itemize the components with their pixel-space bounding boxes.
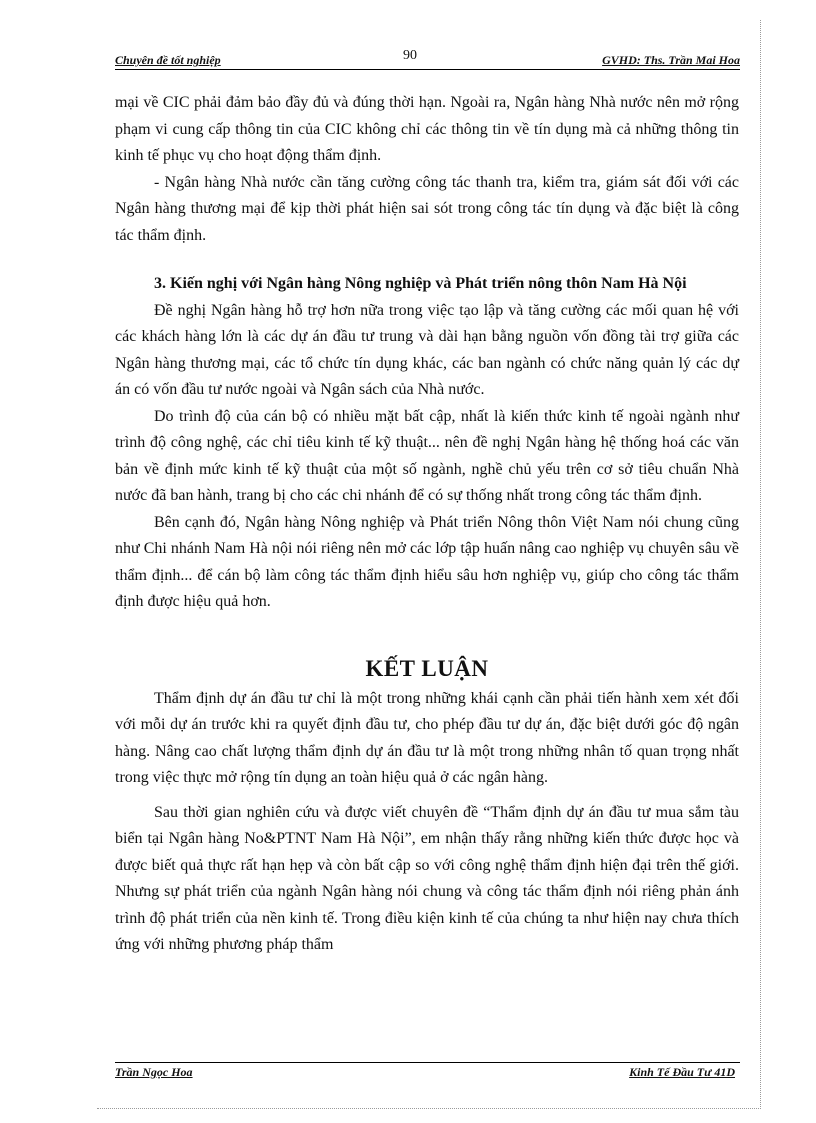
- footer-class: Kinh Tế Đầu Tư 41D: [629, 1065, 735, 1079]
- header-advisor: GVHD: Ths. Trần Mai Hoa: [602, 53, 740, 67]
- page-footer: [115, 1062, 740, 1079]
- paragraph-conclusion-1: Thẩm định dự án đầu tư chỉ là một trong những khái cạnh cần phải tiến hành xem xét đối với mỗi dự án trước khi ra quyết định đầu tư, cho phép đầu tư dự án, đặc biệt dưới góc độ ngân hàng. Nâng cao chất lượng thẩm định dự án đầu tư là một trong những nhân tố quan trọng nhất trong việc thực mở rộng tín dụng an toàn hiệu quả ở các ngân hàng.: [115, 689, 739, 786]
- page-header: [115, 49, 740, 70]
- paragraph-staff-qualification: Do trình độ của cán bộ có nhiều mặt bất cập, nhất là kiến thức kinh tế ngoài ngành như trình độ công nghệ, các chỉ tiêu kinh tế kỹ thuật... nên đề nghị Ngân hàng hệ thống hoá các văn bản về định mức kinh tế kỹ thuật của một số ngành, nghề chủ yếu trên cơ sở tiêu chuẩn Nhà nước đã ban hành, trang bị cho các chi nhánh để có sự thống nhất trong công tác thẩm định.: [115, 407, 739, 504]
- page-number: 90: [403, 48, 417, 63]
- paragraph-cic-continuation: mại về CIC phải đảm bảo đầy đủ và đúng thời hạn. Ngoài ra, Ngân hàng Nhà nước nên mở rộng phạm vi cung cấp thông tin của CIC không chỉ các thông tin về tín dụng mà cả những thông tin kinh tế phục vụ cho hoạt động thẩm định.: [115, 94, 739, 164]
- conclusion-title: KẾT LUẬN: [365, 655, 489, 681]
- paragraph-training: Bên cạnh đó, Ngân hàng Nông nghiệp và Phát triển Nông thôn Việt Nam nói chung cũng như Chi nhánh Nam Hà nội nói riêng nên mở các lớp tập huấn nâng cao nghiệp vụ chuyên sâu về thẩm định... để cán bộ làm công tác thẩm định hiểu sâu hơn nghiệp vụ, giúp cho công tác thẩm định được hiệu quả hơn.: [115, 513, 739, 610]
- document-body: [115, 90, 739, 959]
- paragraph-inspection: - Ngân hàng Nhà nước cần tăng cường công tác thanh tra, kiểm tra, giám sát đối với các Ngân hàng thương mại để kịp thời phát hiện sai sót trong công tác tín dụng và đặc biệt là công tác thẩm định.: [115, 173, 739, 244]
- paragraph-conclusion-2: Sau thời gian nghiên cứu và được viết chuyên đề “Thẩm định dự án đầu tư mua sắm tàu biển tại Ngân hàng No&PTNT Nam Hà Nội”, em nhận thấy rằng những kiến thức được học và được biết quả thực rất hạn hẹp và còn bất cập so với công nghệ thẩm định hiện đại trên thế giới. Nhưng sự phát triển của ngành Ngân hàng nói chung và công tác thẩm định nói riêng phản ánh trình độ phát triển của nền kinh tế. Trong điều kiện kinh tế của chúng ta như hiện nay chưa thích ứng với những phương pháp thẩm: [115, 803, 739, 953]
- section-heading: 3. Kiến nghị với Ngân hàng Nông nghiệp và Phát triển nông thôn Nam Hà Nội: [154, 275, 687, 292]
- paragraph-cofinancing: Đề nghị Ngân hàng hỗ trợ hơn nữa trong việc tạo lập và tăng cường các mối quan hệ với các khách hàng lớn là các dự án đầu tư trung và dài hạn bằng nguồn vốn đồng tài trợ giữa các Ngân hàng thương mại, các tổ chức tín dụng khác, các ban ngành có chức năng quản lý các dự án có vốn đầu tư nước ngoài và Ngân sách của Nhà nước.: [115, 301, 739, 398]
- footer-author: Trần Ngọc Hoa: [115, 1065, 193, 1079]
- header-document-type: Chuyên đề tốt nghiệp: [115, 53, 221, 67]
